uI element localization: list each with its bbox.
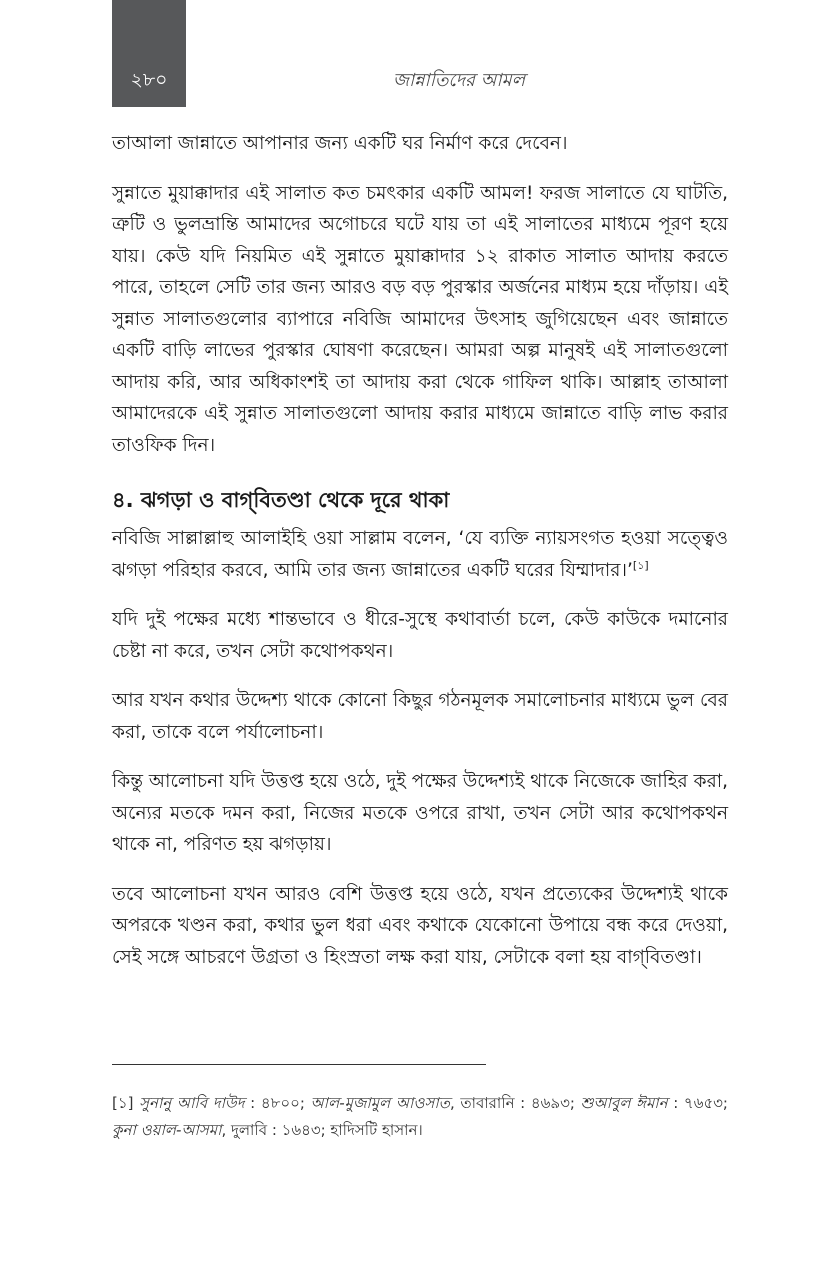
footnote-source: শুআবুল ঈমান [580, 1094, 668, 1112]
footnote-ref: , দুলাবি : ১৬৪৩; হাদিসটি হাসান। [221, 1121, 423, 1139]
footnote-source: সুনানু আবি দাউদ [139, 1094, 245, 1112]
footnote [112, 1090, 728, 1144]
main-text [112, 128, 728, 991]
paragraph-6: কিন্তু আলোচনা যদি উত্তপ্ত হয়ে ওঠে, দুই পক্ষের উদ্দেশ্যই থাকে নিজেকে জাহির করা, অন্যের মতকে দমন করা, নিজের মতকে ওপরে রাখা, তখন সেটা আর কথোপকথন থাকে না, পরিণত হয় ঝগড়ায়। [112, 771, 728, 855]
footnote-divider [112, 1064, 486, 1065]
section-heading: ৪. ঝগড়া ও বাগ্‌বিতণ্ডা থেকে দূরে থাকা [112, 488, 450, 512]
paragraph-5: আর যখন কথার উদ্দেশ্য থাকে কোনো কিছুর গঠনমূলক সমালোচনার মাধ্যমে ভুল বের করা, তাকে বলে পর্যালোচনা। [112, 690, 728, 743]
footnote-marker: [১] [112, 1094, 134, 1112]
footnote-reference[interactable]: [১] [632, 558, 649, 572]
paragraph-1: তাআলা জান্নাতে আপানার জন্য একটি ঘর নির্মাণ করে দেবেন। [112, 133, 568, 154]
footnote-source: কুনা ওয়াল-আসমা [112, 1121, 222, 1139]
paragraph-7: তবে আলোচনা যখন আরও বেশি উত্তপ্ত হয়ে ওঠে, যখন প্রত্যেকের উদ্দেশ্যই থাকে অপরকে খণ্ডন করা, কথার ভুল ধরা এবং কথাকে যেকোনো উপায়ে বন্ধ করে দেওয়া, সেই সঙ্গে আচরণে উগ্রতা ও হিংস্রতা লক্ষ করা যায়, সেটাকে বলা হয় বাগ্‌বিতণ্ডা। [112, 883, 728, 968]
paragraph-4: যদি দুই পক্ষের মধ্যে শান্তভাবে ও ধীরে-সুস্থে কথাবার্তা চলে, কেউ কাউকে দমানোর চেষ্টা না করে, তখন সেটা কথোপকথন। [112, 609, 728, 662]
footnote-source: আল-মুজামুল আওসাত [310, 1094, 450, 1112]
running-title: জান্নাতিদের আমল [392, 70, 526, 91]
page-number: ২৮০ [130, 69, 168, 91]
hadith-quote: নবিজি সাল্লাল্লাহু আলাইহি ওয়া সাল্লাম বলেন, ‘যে ব্যক্তি ন্যায়সংগত হওয়া সত্ত্বেও ঝগড়া পরিহার করবে, আমি তার জন্য জান্নাতের একটি ঘরের যিম্মাদার।’ [112, 528, 728, 581]
footnote-ref: , তাবারানি : ৪৬৯৩; [449, 1094, 581, 1112]
paragraph-3 [112, 523, 728, 586]
footnote-ref: : ৪৮০০; [244, 1094, 311, 1112]
paragraph-2: সুন্নাতে মুয়াক্কাদার এই সালাত কত চমৎকার একটি আমল! ফরজ সালাতে যে ঘাটতি, ত্রুটি ও ভুলভ্রান্তি আমাদের অগোচরে ঘটে যায় তা এই সালাতের মাধ্যমে পূরণ হয়ে যায়। কেউ যদি নিয়মিত এই সুন্নাতে মুয়াক্কাদার ১২ রাকাত সালাত আদায় করতে পারে, তাহলে সেটি তার জন্য আরও বড় বড় পুরস্কার অর্জনের মাধ্যম হয়ে দাঁড়ায়। এই সুন্নাত সালাতগুলোর ব্যাপারে নবিজি আমাদের উৎসাহ জুগিয়েছেন এবং জান্নাতে একটি বাড়ি লাভের পুরস্কার ঘোষণা করেছেন। আমরা অল্প মানুষই এই সালাতগুলো আদায় করি, আর অধিকাংশই তা আদায় করা থেকে গাফিল থাকি। আল্লাহ তাআলা আমাদেরকে এই সুন্নাত সালাতগুলো আদায় করার মাধ্যমে জান্নাতে বাড়ি লাভ করার তাওফিক দিন। [112, 182, 728, 456]
footnote-ref: : ৭৬৫৩; [667, 1094, 728, 1112]
